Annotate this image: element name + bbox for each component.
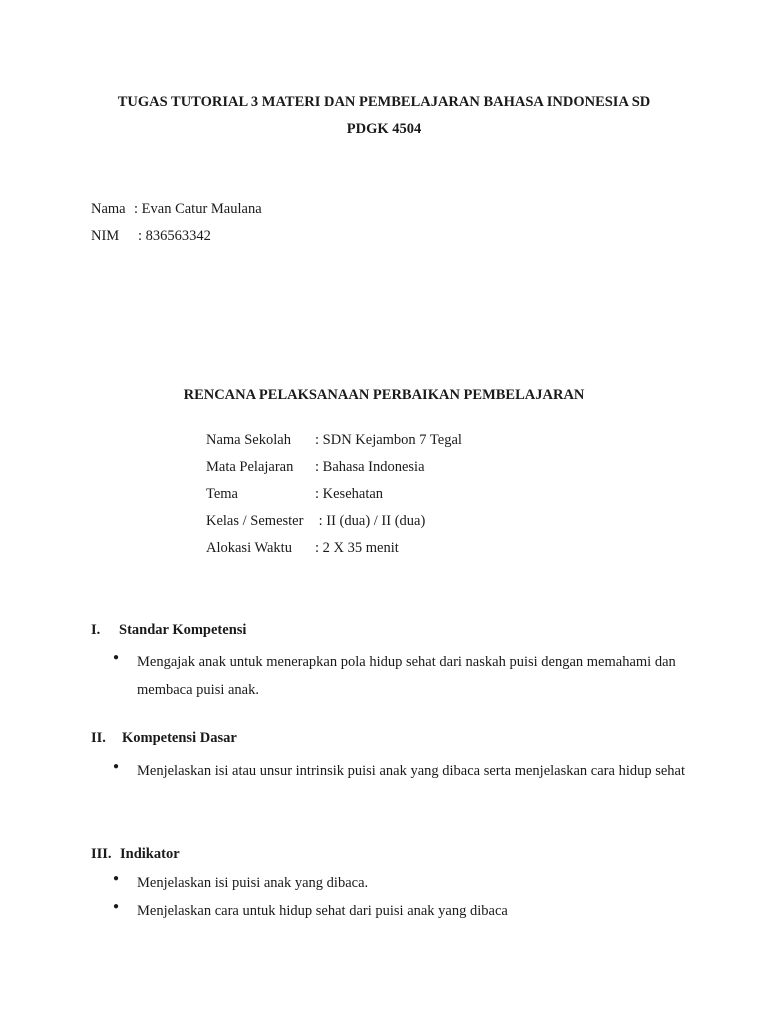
info-row-subject	[206, 459, 425, 476]
section-title: Standar Kompetensi	[119, 622, 247, 638]
info-value: : Bahasa Indonesia	[315, 459, 425, 475]
info-label: Alokasi Waktu	[206, 540, 292, 556]
student-name-row	[91, 201, 262, 218]
info-value: : 2 X 35 menit	[315, 540, 399, 556]
list-item	[113, 869, 693, 897]
info-value: : II (dua) / II (dua)	[315, 513, 426, 529]
section-number: II.	[91, 730, 106, 746]
section-title: Kompetensi Dasar	[122, 730, 237, 746]
student-nim-value: : 836563342	[138, 228, 211, 244]
section-number: I.	[91, 622, 101, 638]
info-row-time-allocation	[206, 540, 399, 557]
student-name-value: : Evan Catur Maulana	[134, 201, 262, 217]
list-item	[113, 897, 693, 925]
student-name-label: Nama	[91, 201, 126, 217]
bullet-icon: ●	[113, 652, 120, 663]
section-number: III.	[91, 846, 112, 862]
section-title: Indikator	[120, 846, 180, 862]
list-item-text: Menjelaskan cara untuk hidup sehat dari puisi anak yang dibaca	[137, 903, 508, 919]
rpp-title: RENCANA PELAKSANAAN PERBAIKAN PEMBELAJARAN	[183, 387, 585, 403]
list-item	[113, 648, 693, 704]
list-item-text: Menjelaskan isi puisi anak yang dibaca.	[137, 875, 369, 891]
info-label: Mata Pelajaran	[206, 459, 294, 475]
info-row-theme	[206, 486, 384, 503]
info-label: Nama Sekolah	[206, 432, 291, 448]
bullet-icon: ●	[113, 761, 120, 772]
info-value: : SDN Kejambon 7 Tegal	[315, 432, 462, 448]
bullet-icon: ●	[113, 901, 120, 912]
info-value: : Kesehatan	[315, 486, 384, 502]
info-row-class-semester	[206, 513, 426, 530]
document-title-line2: PDGK 4504	[346, 121, 422, 137]
info-label: Tema	[206, 486, 238, 502]
info-label: Kelas / Semester	[206, 513, 304, 529]
list-item	[113, 757, 693, 785]
bullet-icon: ●	[113, 873, 120, 884]
list-item-text: Menjelaskan isi atau unsur intrinsik puisi anak yang dibaca serta menjelaskan cara hidup sehat	[137, 763, 686, 779]
student-nim-row	[91, 228, 211, 245]
list-item-text: Mengajak anak untuk menerapkan pola hidup sehat dari naskah puisi dengan memahami dan membaca puisi anak.	[137, 654, 676, 698]
student-nim-label: NIM	[91, 228, 120, 244]
document-title-line1: TUGAS TUTORIAL 3 MATERI DAN PEMBELAJARAN BAHASA INDONESIA SD	[117, 94, 651, 110]
info-row-school	[206, 432, 462, 449]
